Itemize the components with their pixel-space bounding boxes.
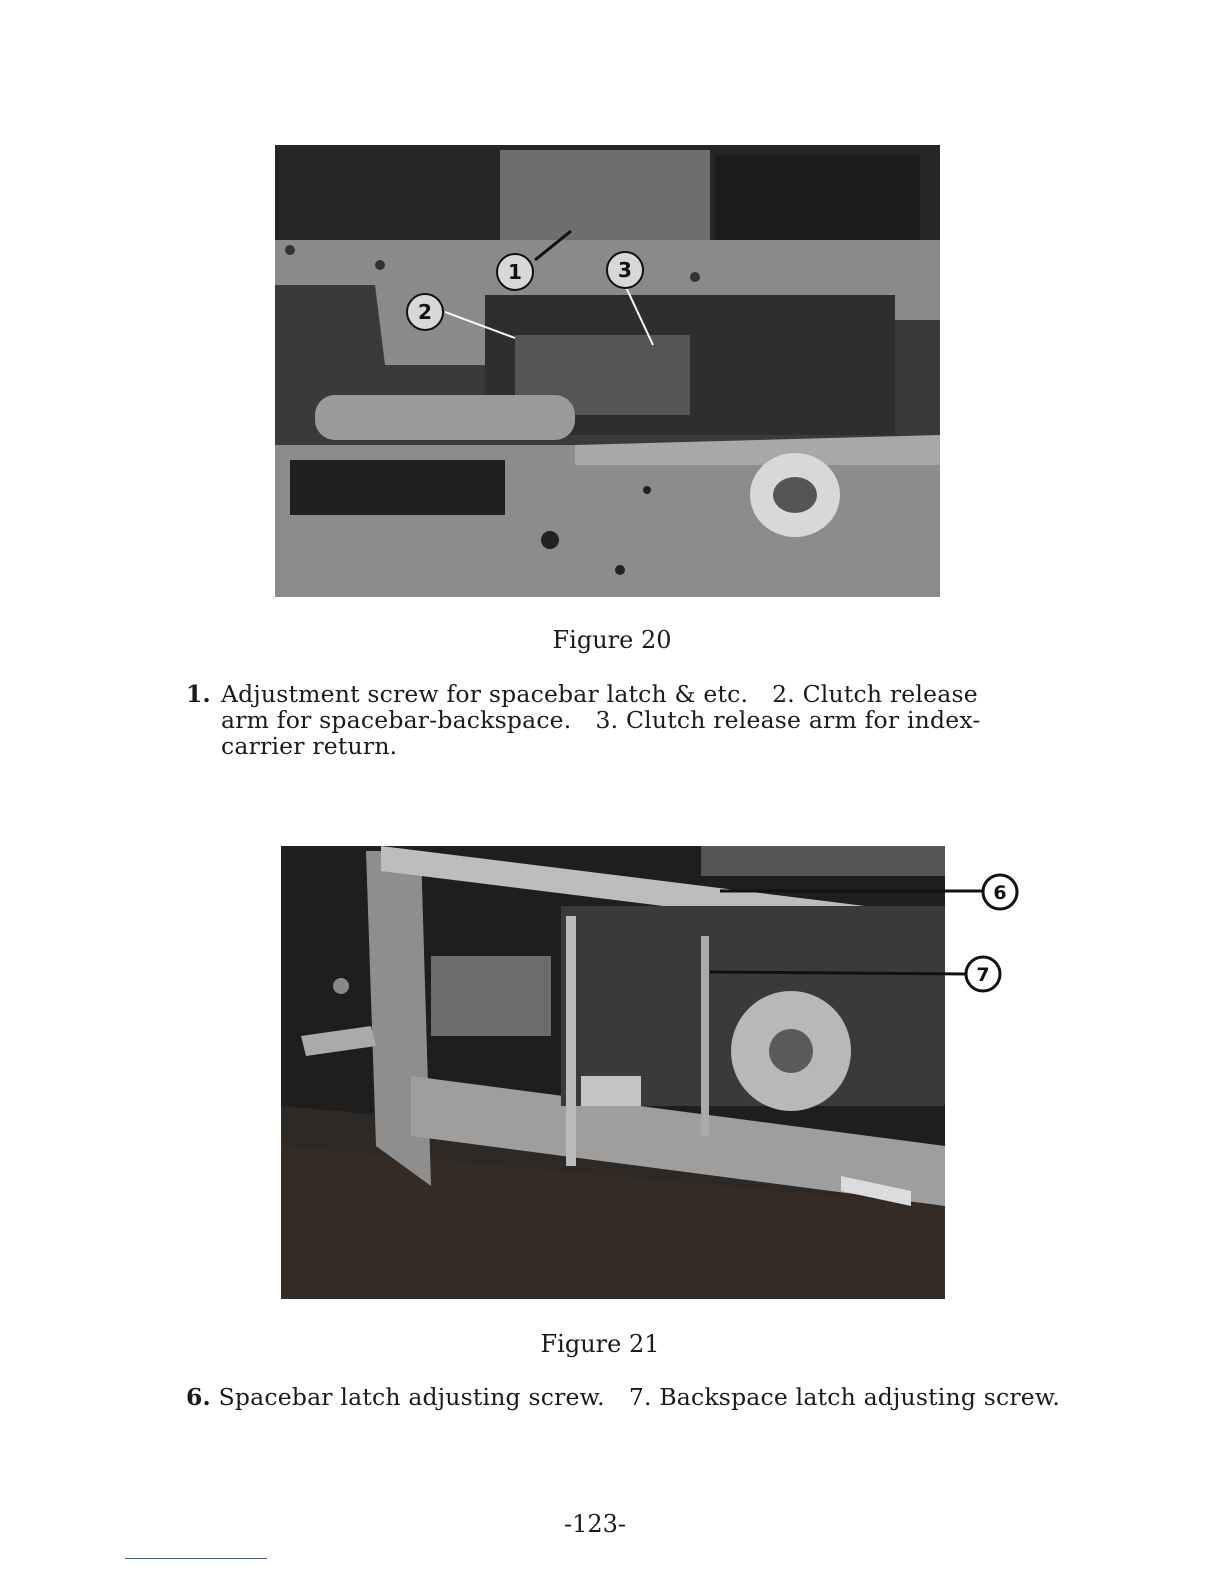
figure-20-legend bbox=[186, 681, 1046, 759]
figure-21-legend bbox=[186, 1384, 1086, 1410]
figure-20-photo bbox=[275, 145, 940, 597]
legend-item-6-text: Spacebar latch adjusting screw. bbox=[218, 1383, 605, 1411]
figure-21-callouts bbox=[700, 860, 1040, 1000]
legend-item-2-text-a: Clutch release bbox=[802, 680, 978, 708]
footer-rule bbox=[125, 1558, 267, 1559]
legend-item-2-text-b: arm for spacebar-backspace. bbox=[221, 706, 572, 734]
legend-line-1 bbox=[186, 681, 1046, 707]
legend-item-2-number: 2. bbox=[772, 680, 795, 708]
legend-line-2 bbox=[186, 707, 1046, 733]
legend-item-1-number: 1. bbox=[186, 680, 211, 708]
callout-6-label: 6 bbox=[993, 882, 1007, 904]
figure-21-caption: Figure 21 bbox=[540, 1330, 660, 1358]
figure-20-callouts bbox=[275, 145, 940, 597]
legend-item-3-text-b: carrier return. bbox=[221, 732, 398, 760]
page-number: -123- bbox=[563, 1510, 627, 1538]
legend-item-7-number: 7. bbox=[628, 1383, 652, 1411]
callout-7-label: 7 bbox=[976, 964, 990, 986]
callout-1-label: 1 bbox=[508, 260, 522, 284]
legend-item-3-text-a: Clutch release arm for index- bbox=[625, 706, 981, 734]
legend-item-7-text: Backspace latch adjusting screw. bbox=[659, 1383, 1061, 1411]
callout-2-label: 2 bbox=[418, 300, 432, 324]
legend-item-6-number: 6. bbox=[186, 1383, 211, 1411]
figure-20-caption: Figure 20 bbox=[552, 626, 672, 654]
legend-item-1-text: Adjustment screw for spacebar latch & etc. bbox=[221, 680, 749, 708]
legend-item-3-number: 3. bbox=[595, 706, 619, 734]
callout-3-label: 3 bbox=[618, 258, 632, 282]
legend-line-3 bbox=[186, 733, 1046, 759]
